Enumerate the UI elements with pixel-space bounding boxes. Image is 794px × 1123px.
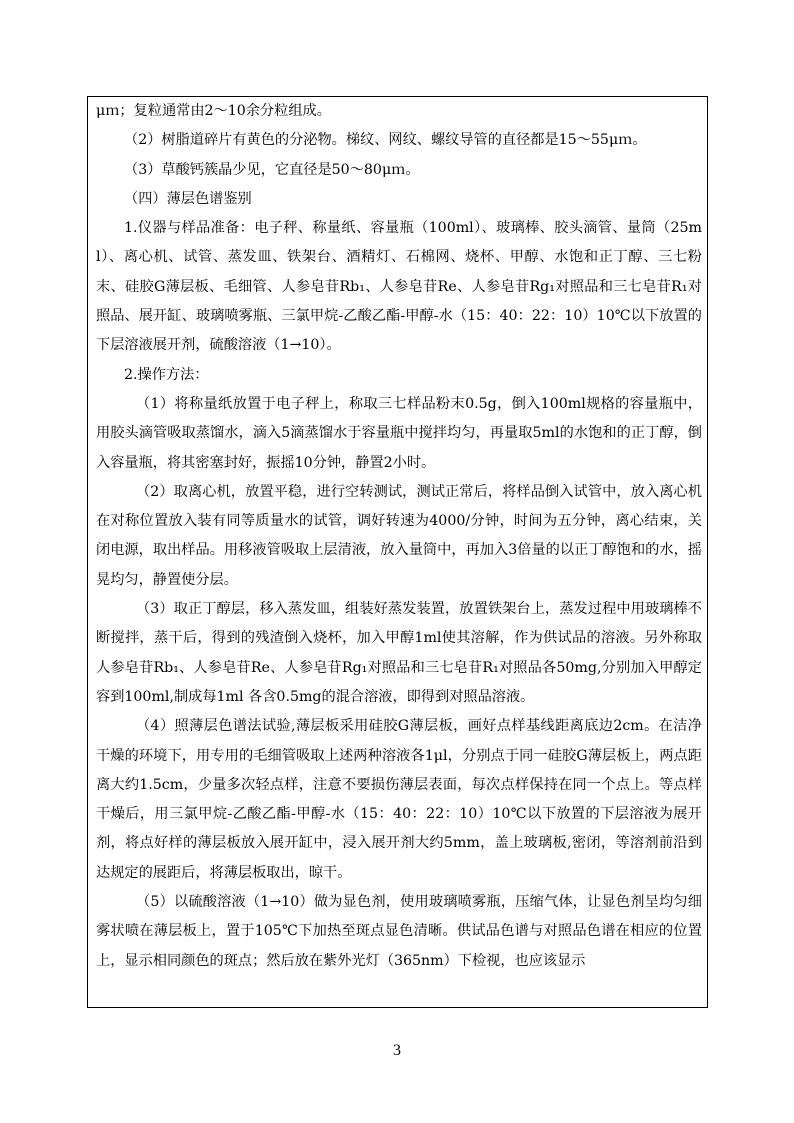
- paragraph-item-3: （3）草酸钙簇晶少见，它直径是50～80μｍ。: [124, 161, 420, 178]
- section-heading-tlc: （四）薄层色谱鉴别: [124, 190, 252, 207]
- paragraph-step-3: （3）取正丁醇层，移入蒸发皿，组装好蒸发装置，放置铁架台上，蒸发过程中用玻璃棒不断搅拌，蒸干后，得到的残渣倒入烧杯，加入甲醇1ml使其溶解，作为供试品的溶液。另外称取人参皂苷Rb₁、人参皂苷Re、人参皂苷Rg₁对照品和三七皂苷R₁对照品各50mg,分别加入甲醇定容到100ml,制成每1ml 各含0.5mg的混合溶液，即得到对照品溶液。: [96, 601, 702, 705]
- paragraph-step-5: （5）以硫酸溶液（1→10）做为显色剂，使用玻璃喷雾瓶，压缩气体，让显色剂呈均匀细雾状喷在薄层板上，置于105℃下加热至斑点显色清晰。供试品色谱与对照品色谱在相应的位置上，显示相同颜色的斑点；然后放在紫外光灯（365nm）下检视，也应该显示: [96, 894, 702, 969]
- paragraph-item-2: （2）树脂道碎片有黄色的分泌物。梯纹、网纹、螺纹导管的直径都是15～55μｍ。: [124, 132, 647, 149]
- paragraph-step-4: （4）照薄层色谱法试验,薄层板采用硅胶G薄层板，画好点样基线距离底边2cm。在洁净干燥的环境下，用专用的毛细管吸取上述两种溶液各1μl，分别点于同一硅胶G薄层板上，两点距离大约1.5cm，少量多次轻点样，注意不要损伤薄层表面，每次点样保持在同一个点上。等点样干燥后，用三氯甲烷-乙酸乙酯-甲醇-水（15：40：22：10）10℃以下放置的下层溶液为展开剂，将点好样的薄层板放入展开缸中，浸入展开剂大约5mm，盖上玻璃板,密闭，等溶剂前沿到达规定的展距后，将薄层板取出，晾干。: [96, 718, 702, 881]
- document-body: [96, 97, 702, 976]
- paragraph-materials: 1.仪器与样品准备：电子秤、称量纸、容量瓶（100ml）、玻璃棒、胶头滴管、量筒（25ml）、离心机、试管、蒸发皿、铁架台、酒精灯、石棉网、烧杯、甲醇、水饱和正丁醇、三七粉末、硅胶G薄层板、毛细管、人参皂苷Rb₁、人参皂苷Re、人参皂苷Rg₁对照品和三七皂苷R₁对照品、展开缸、玻璃喷雾瓶、三氯甲烷-乙酸乙酯-甲醇-水（15：40：22：10）10℃以下放置的下层溶液展开剂，硫酸溶液（1→10）。: [96, 220, 702, 354]
- paragraph-step-2: （2）取离心机，放置平稳，进行空转测试，测试正常后，将样品倒入试管中，放入离心机 在对称位置放入装有同等质量水的试管，调好转速为4000/分钟，时间为五分钟，离心结束，关闭电源，取出样品。用移液管吸取上层清液，放入量筒中，再加入3倍量的以正丁醇饱和的水，摇晃均匀，静置使分层。: [96, 483, 702, 588]
- paragraph-continuation: μｍ；复粒通常由2～10余分粒组成。: [96, 103, 331, 119]
- subheading-method: 2.操作方法：: [124, 366, 209, 383]
- paragraph-step-1: （1）将称量纸放置于电子秤上，称取三七样品粉末0.5g，倒入100ml规格的容量瓶中，用胶头滴管吸取蒸馏水，滴入5滴蒸馏水于容量瓶中搅拌均匀，再量取5ml的水饱和的正丁醇，倒入容量瓶，将其密塞封好，振摇10分钟，静置2小时。: [96, 395, 702, 471]
- page-number: 3: [393, 1042, 401, 1059]
